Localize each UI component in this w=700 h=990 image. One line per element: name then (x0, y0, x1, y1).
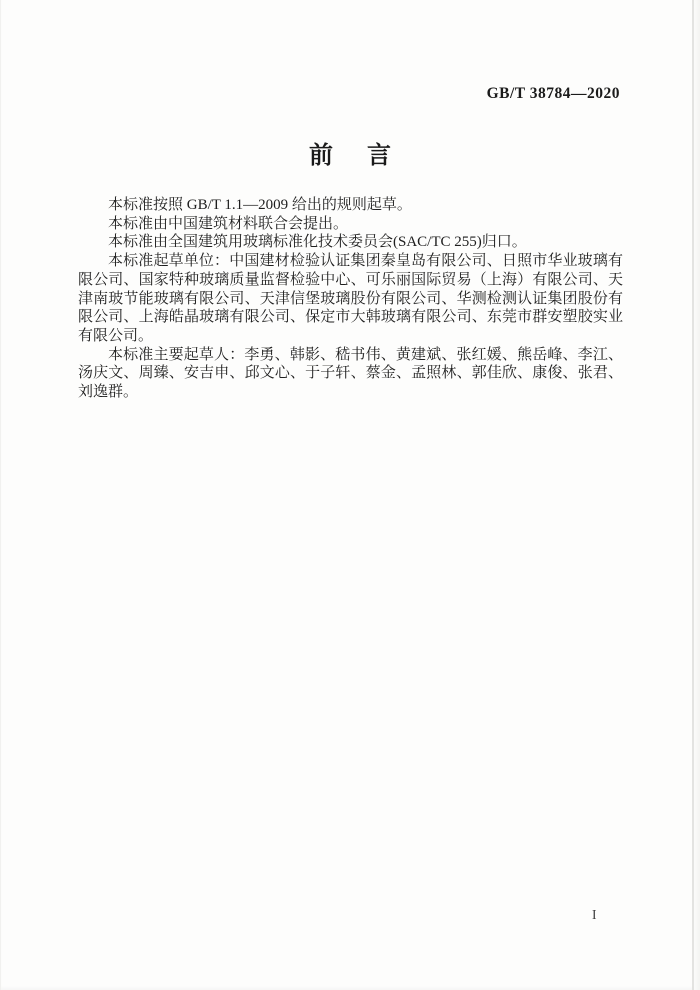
page-title (78, 135, 622, 170)
paragraph-drafting-rules: 本标准按照 GB/T 1.1—2009 给出的规则起草。 (108, 197, 412, 213)
page-number: I (592, 907, 597, 922)
paragraph-drafting-organizations: 本标准起草单位：中国建材检验认证集团秦皇岛有限公司、日照市华业玻璃有限公司、国家特种玻璃质量监督检验中心、可乐丽国际贸易（上海）有限公司、天津南玻节能玻璃有限公司、天津信堡玻璃股份有限公司、华测检测认证集团股份有限公司、上海皓晶玻璃有限公司、保定市大韩玻璃有限公司、东莞市群安塑胶实业有限公司。 (78, 253, 623, 344)
standard-code: GB/T 38784—2020 (486, 85, 620, 102)
foreword-body (78, 196, 623, 402)
scan-edge-shading (694, 0, 700, 990)
scan-edge-line (692, 0, 694, 990)
page-title-char-1: 前 (309, 143, 333, 169)
paragraph-main-drafters: 本标准主要起草人：李勇、韩影、嵇书伟、黄建斌、张红媛、熊岳峰、李江、汤庆文、周臻、安吉申、邱文心、于子轩、蔡金、孟照林、郭佳欣、康俊、张君、刘逸群。 (78, 346, 623, 401)
page-title-char-2: 言 (367, 143, 391, 169)
paragraph-committee: 本标准由全国建筑用玻璃标准化技术委员会(SAC/TC 255)归口。 (108, 234, 527, 251)
paragraph-proposed-by: 本标准由中国建筑材料联合会提出。 (108, 215, 349, 232)
